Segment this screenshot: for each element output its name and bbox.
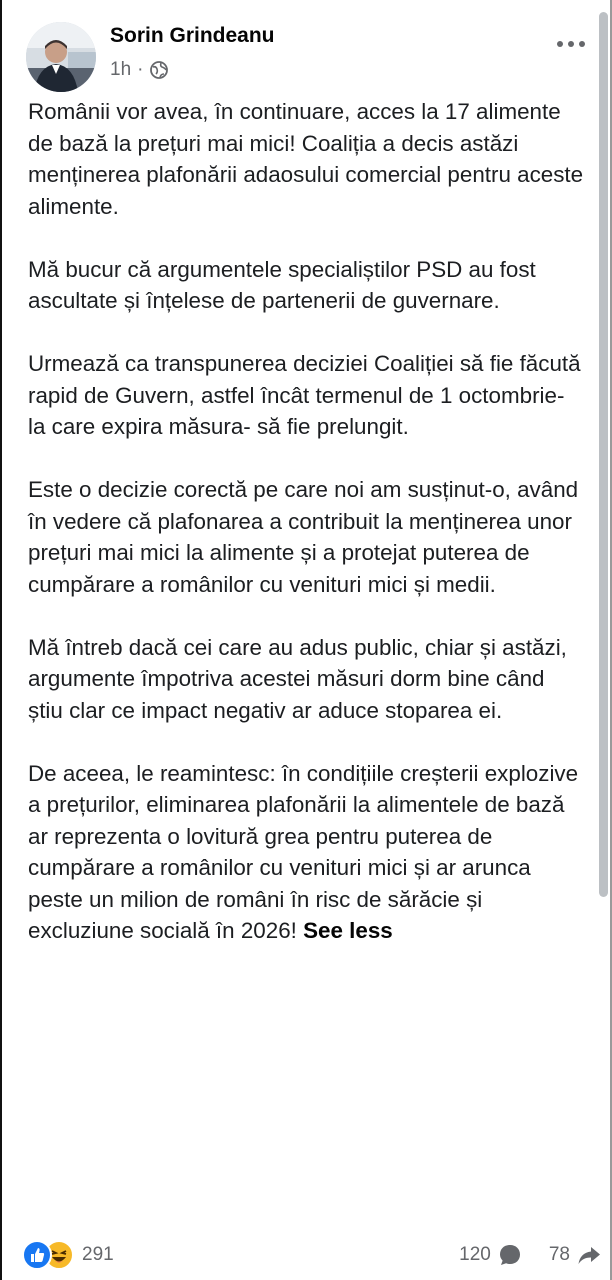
more-options-icon[interactable]	[554, 30, 588, 58]
post-body	[28, 96, 584, 947]
reaction-count: 291	[82, 1244, 114, 1265]
post-meta	[110, 58, 169, 82]
scrollbar-thumb[interactable]	[599, 12, 608, 897]
meta-separator: ·	[137, 59, 144, 80]
reactions-summary[interactable]	[22, 1240, 114, 1270]
post-paragraph: Românii vor avea, în continuare, acces la 17 alimente de bază la prețuri mai mici! Coaliția a decis astăzi menținerea plafonării adaosului comercial pentru aceste alimente.	[28, 99, 584, 219]
comment-icon[interactable]	[497, 1242, 523, 1268]
post-paragraph: Este o decizie corectă pe care noi am susținut-o, având în vedere că plafonarea a contribuit la menținerea unor prețuri mai mici la alimente și a protejat puterea de cumpărare a românilor cu venituri mici și medii.	[28, 477, 579, 597]
comment-count[interactable]: 120	[459, 1244, 491, 1265]
post-stats	[459, 1240, 602, 1270]
post-paragraph: Urmează ca transpunerea deciziei Coaliției să fie făcută rapid de Guvern, astfel încât termenul de 1 octombrie- la care expira măsura- să fie prelungit.	[28, 351, 581, 439]
post-header	[26, 22, 588, 92]
post-paragraph: Mă bucur că argumentele specialiștilor PSD au fost ascultate și înțelese de partenerii de guvernare.	[28, 256, 536, 313]
post-paragraph-text: De aceea, le reamintesc: în condițiile creșterii explozive a prețurilor, eliminarea plafonării la alimentele de bază ar reprezenta o lovitură grea pentru puterea de cumpărare a românilor cu venituri mici și ar arunca peste un milion de români în risc de sărăcie și excluziune socială în 2026!	[28, 760, 579, 943]
share-icon[interactable]	[576, 1242, 602, 1268]
like-reaction-icon	[22, 1240, 52, 1270]
see-less-link[interactable]: See less	[303, 918, 393, 943]
globe-icon[interactable]	[149, 60, 169, 80]
avatar-photo	[26, 22, 96, 92]
post-footer	[22, 1240, 602, 1270]
author-name[interactable]: Sorin Grindeanu	[110, 24, 275, 47]
post-paragraph: Mă întreb dacă cei care au adus public, chiar și astăzi, argumente împotriva acestei măsuri dorm bine când știu clar ce impact negativ ar aduce stoparea ei.	[28, 634, 567, 723]
share-count[interactable]: 78	[548, 1244, 570, 1265]
author-avatar[interactable]	[26, 22, 96, 92]
post-paragraph-last	[28, 758, 584, 947]
post-time[interactable]: 1h	[110, 59, 132, 80]
